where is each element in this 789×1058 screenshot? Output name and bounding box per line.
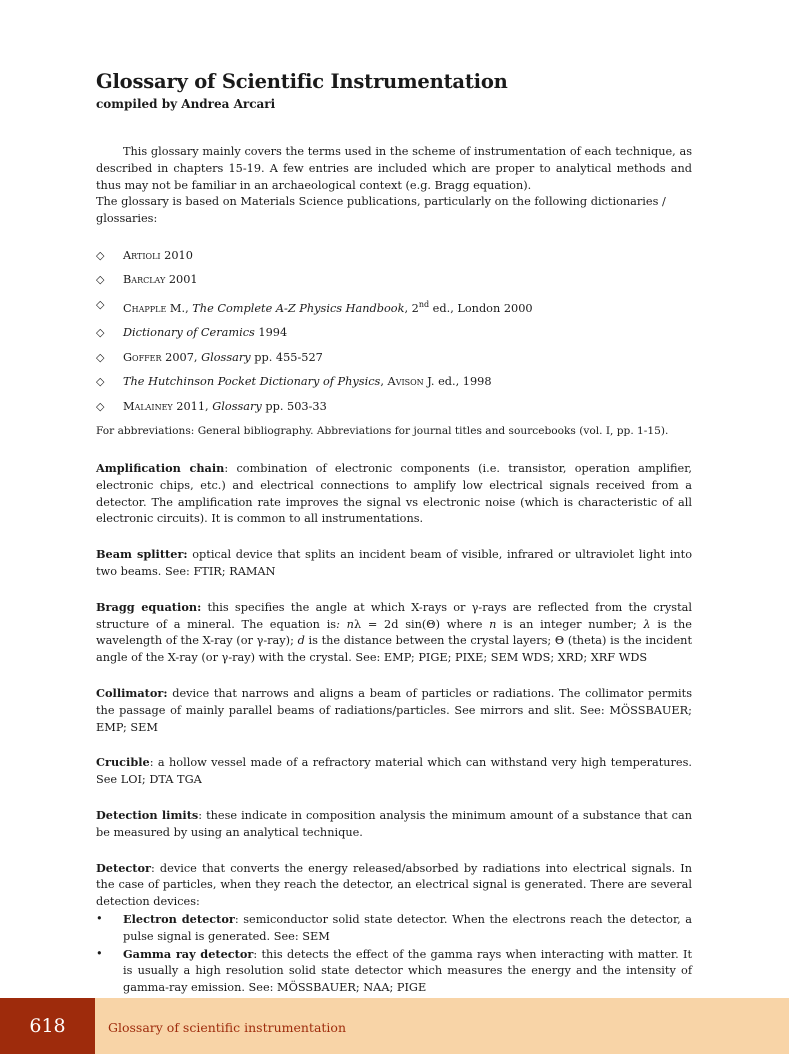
glossary-entry-crucible: Crucible: a hollow vessel made of a refractory material which can withstand very high temperatures. See LOI; DTA TGA	[96, 755, 692, 787]
reference-item: ◇ Artioli 2010	[96, 244, 692, 269]
diamond-bullet-icon: ◇	[96, 297, 105, 311]
page-subtitle: compiled by Andrea Arcari	[96, 97, 276, 111]
reference-item: ◇ Barclay 2001	[96, 268, 692, 293]
diamond-bullet-icon: ◇	[96, 399, 105, 413]
bullet-icon: •	[96, 946, 103, 960]
detector-list	[96, 911, 692, 997]
page-number: 618	[0, 998, 95, 1054]
glossary-entry-beam-splitter: Beam splitter: optical device that splits an incident beam of visible, infrared or ultraviolet light into two beams. See: FTIR; RAMAN	[96, 547, 692, 579]
list-item: • Electron detector: semiconductor solid state detector. When the electrons reach the detector, a pulse signal is generated. See: SEM	[96, 911, 693, 943]
glossary-entry-bragg-equation: Bragg equation: this specifies the angle at which X-rays or γ-rays are reflected from the crystal structure of a mineral. The equation is: nλ = 2d sin(Θ) where n is an integer number; λ is the wavelength of the X-ray (or γ-ray); d is the distance between the crystal layers; Θ (theta) is the incident angle of the X-ray (or γ-ray) with the crystal. See: EMP; PIGE; PIXE; SEM WDS; XRD; XRF WDS	[96, 599, 692, 665]
reference-item: ◇ The Hutchinson Pocket Dictionary of Physics, Avison J. ed., 1998	[96, 370, 692, 395]
page-footer	[0, 998, 789, 1054]
reference-list	[96, 244, 692, 419]
bullet-icon: •	[96, 911, 103, 925]
reference-item: ◇ Goffer 2007, Glossary pp. 455-527	[96, 346, 692, 371]
reference-item: ◇ Dictionary of Ceramics 1994	[96, 321, 692, 346]
glossary-entry-detector: Detector: device that converts the energy released/absorbed by radiations into electrical signals. In the case of particles, when they reach the detector, an electrical signal is generated. There are several detection devices:	[96, 860, 692, 909]
intro-paragraph-2: The glossary is based on Materials Science publications, particularly on the following dictionaries / glossaries:	[96, 195, 666, 226]
abbreviations-note: For abbreviations: General bibliography. Abbreviations for journal titles and sourcebooks (vol. I, pp. 1-15).	[96, 425, 669, 438]
diamond-bullet-icon: ◇	[96, 350, 105, 364]
reference-item: ◇ Malainey 2011, Glossary pp. 503-33	[96, 395, 692, 420]
glossary-entry-collimator: Collimator: device that narrows and aligns a beam of particles or radiations. The collimator permits the passage of mainly parallel beams of radiations/particles. See mirrors and slit. See: MÖSSBAUER; EMP; SEM	[96, 686, 692, 734]
diamond-bullet-icon: ◇	[96, 375, 105, 389]
glossary-entry-detection-limits: Detection limits: these indicate in composition analysis the minimum amount of a substance that can be measured by using an analytical technique.	[96, 808, 692, 839]
running-title: Glossary of scientific instrumentation	[108, 1020, 347, 1035]
diamond-bullet-icon: ◇	[96, 326, 105, 340]
intro-paragraph: This glossary mainly covers the terms used in the scheme of instrumentation of each technique, as described in chapters 15-19. A few entries are included which are proper to analytical methods and thus may not be familiar in an archaeological context (e.g. Bragg equation).	[96, 145, 692, 192]
diamond-bullet-icon: ◇	[96, 273, 105, 287]
reference-item: ◇ Chapple M., The Complete A-Z Physics Handbook, 2nd ed., London 2000	[96, 293, 692, 321]
glossary-entry-amplification-chain: Amplification chain: combination of electronic components (i.e. transistor, operation amplifier, electronic chips, etc.) and electrical connections to amplify low electrical signals received from a detector. The amplification rate improves the signal vs electronic noise (which is characteristic of all electronic circuits). It is common to all instrumentations.	[96, 461, 692, 526]
page-title: Glossary of Scientific Instrumentation	[96, 70, 508, 93]
page-content	[96, 70, 692, 997]
diamond-bullet-icon: ◇	[96, 248, 105, 262]
list-item: • Gamma ray detector: this detects the effect of the gamma rays when interacting with matter. It is usually a high resolution solid state detector which measures the energy and the intensity of gamma-ray emission. See: MÖSSBAUER; NAA; PIGE	[96, 946, 692, 995]
